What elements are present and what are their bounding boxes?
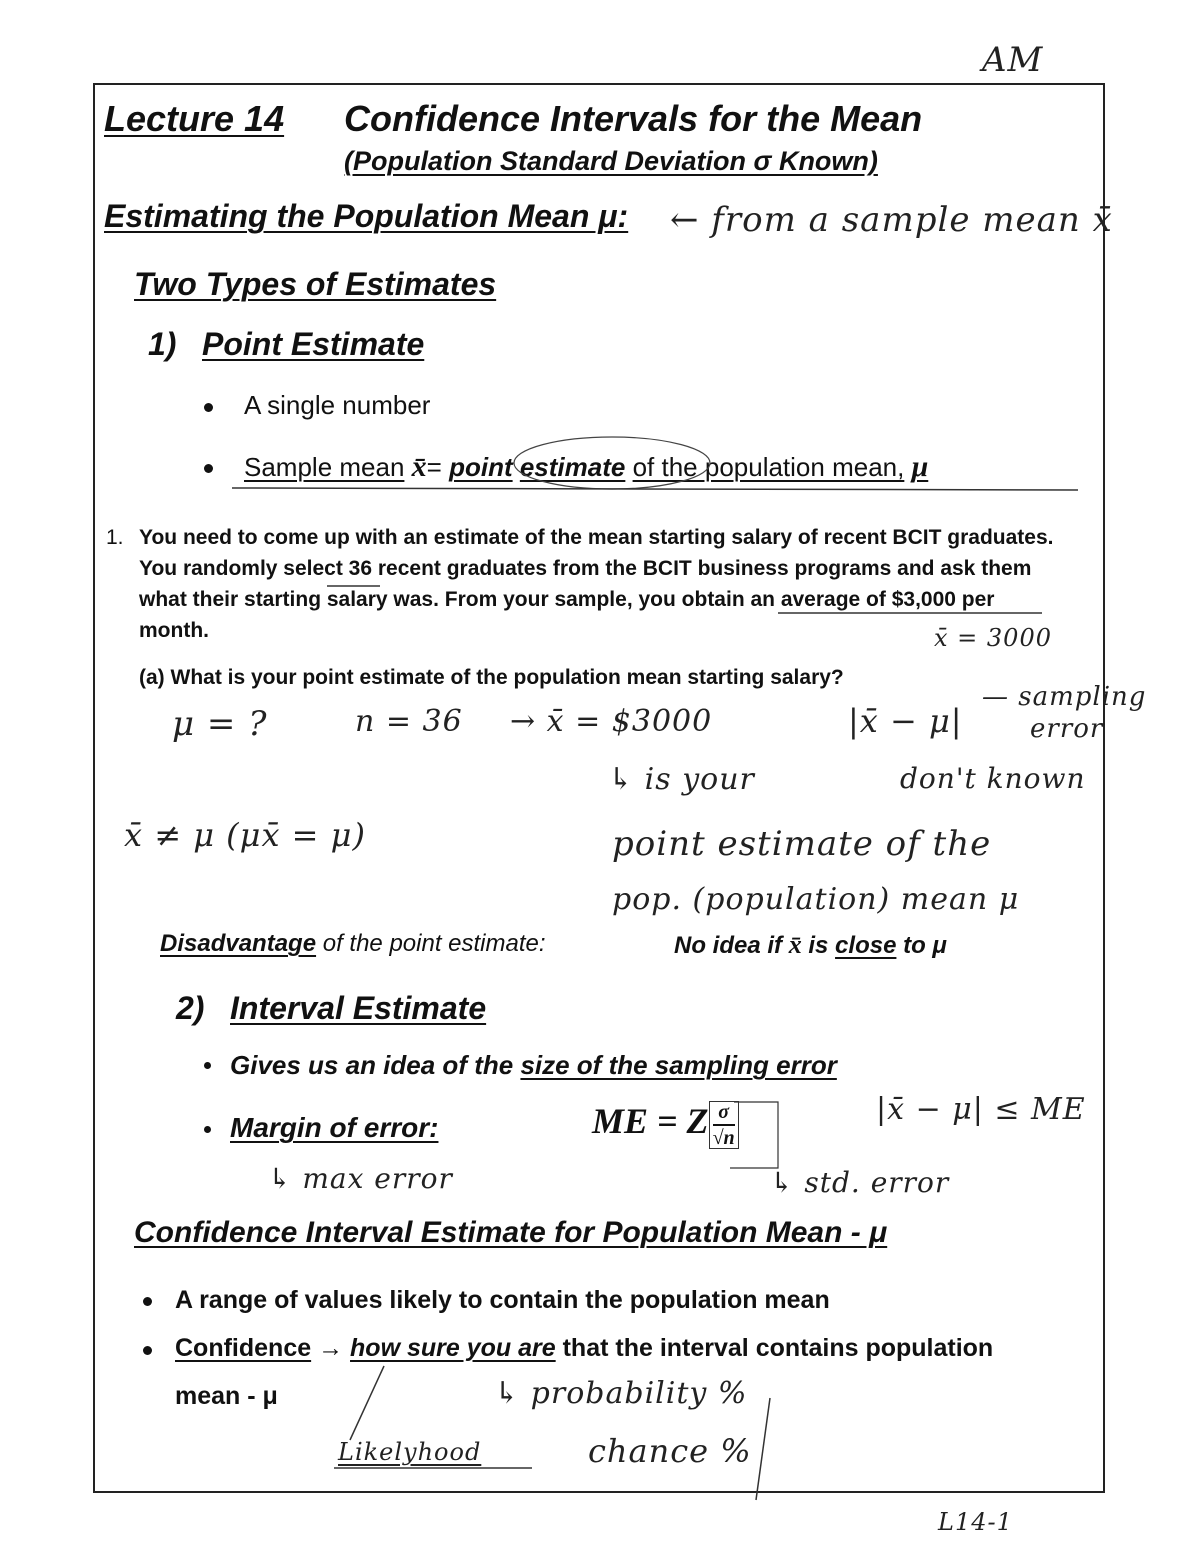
point-number: 1) xyxy=(148,326,177,362)
formula-lhs: ME = xyxy=(592,1101,678,1141)
hand-point-estimate: point estimate of the xyxy=(612,824,992,864)
equals-sign: = xyxy=(426,452,442,482)
sample-mean-label: Sample mean xyxy=(244,452,405,482)
point-title: Point Estimate xyxy=(202,326,425,362)
disadvantage-label: Disadvantage xyxy=(160,930,317,957)
sampling-error-phrase: size of the sampling error xyxy=(520,1050,837,1080)
formula-z: Z xyxy=(686,1101,709,1141)
estimating-heading: Estimating the Population Mean μ: xyxy=(104,198,629,234)
hand-sampling: — sampling xyxy=(982,682,1147,712)
example-line-3: what their starting salary was. From your sample, you obtain an average of $3,000 per xyxy=(139,588,995,611)
hand-error: error xyxy=(1030,714,1104,744)
xbar-symbol: x̄ xyxy=(411,450,427,483)
no-idea-text: No idea if xyxy=(674,932,783,959)
interval-contains-text: that the interval contains population xyxy=(562,1334,994,1362)
example-line-4: month. xyxy=(139,619,209,642)
hand-xbar-not-mu: x̄ ≠ μ (μx̄ = μ) xyxy=(124,816,366,854)
mu-symbol: μ xyxy=(911,450,929,483)
gives-idea-text: Gives us an idea of the xyxy=(230,1050,514,1080)
hand-is-your: ↳ is your xyxy=(608,762,755,797)
circle-mark xyxy=(514,437,710,489)
interval-number: 2) xyxy=(176,990,205,1026)
formula-sqrt-n: √n xyxy=(712,1126,735,1149)
hand-xbar-3000: x̄ = 3000 xyxy=(934,624,1052,652)
hand-probability: ↳ probability % xyxy=(494,1376,748,1411)
hand-std-error: ↳ std. error xyxy=(770,1166,950,1199)
formula-sigma: σ xyxy=(713,1102,735,1126)
confidence-bullet-2-line-2: mean - μ xyxy=(175,1382,278,1410)
hand-abs-le-me: |x̄ − μ| ≤ ME xyxy=(876,1092,1086,1127)
confidence-word: Confidence xyxy=(175,1334,312,1362)
hand-mu-unknown: μ = ? xyxy=(172,704,268,744)
xbar-symbol: x̄ xyxy=(788,930,802,959)
estimate-word: estimate xyxy=(519,452,626,482)
example-number: 1. xyxy=(106,526,124,549)
to-mu-text: to μ xyxy=(903,932,947,959)
pointer-stroke xyxy=(350,1366,384,1440)
corner-mark: AM xyxy=(982,40,1044,80)
lecture-title: Confidence Intervals for the Mean xyxy=(344,98,923,139)
hand-xbar-value: → x̄ = $3000 xyxy=(510,704,713,739)
pointer-stroke xyxy=(756,1398,770,1500)
confidence-heading: Confidence Interval Estimate for Population Mean - μ xyxy=(134,1216,888,1249)
how-sure-phrase: how sure you are xyxy=(350,1334,556,1362)
disadvantage-rest: of the point estimate: xyxy=(316,930,546,957)
arrow-symbol: → xyxy=(318,1334,344,1362)
hand-max-error: ↳ max error xyxy=(268,1162,453,1195)
hand-n-36: n = 36 xyxy=(355,704,463,739)
is-text: is xyxy=(808,932,829,959)
hand-abs-diff: |x̄ − μ| xyxy=(848,702,963,740)
hand-pop-mean: pop. (population) mean μ xyxy=(612,882,1020,917)
point-bullet-1: A single number xyxy=(244,390,431,420)
two-types-heading: Two Types of Estimates xyxy=(134,266,497,302)
point-word: point xyxy=(449,452,513,482)
hand-dont-known: don't known xyxy=(900,762,1086,795)
margin-of-error-label: Margin of error: xyxy=(230,1112,439,1143)
interval-title: Interval Estimate xyxy=(230,990,487,1026)
footer-page-mark: L14-1 xyxy=(938,1508,1013,1536)
population-mean-phrase: of the population mean, xyxy=(632,452,905,482)
bracket-stroke xyxy=(730,1102,778,1168)
example-line-2: You randomly select 36 recent graduates from the BCIT business programs and ask them xyxy=(139,557,1032,580)
hand-chance: chance % xyxy=(588,1432,752,1470)
underline-stroke xyxy=(232,488,1078,490)
hand-likelyhood: Likelyhood xyxy=(338,1438,482,1466)
lecture-number: Lecture 14 xyxy=(104,98,285,139)
close-word: close xyxy=(835,932,897,959)
lecture-subtitle: (Population Standard Deviation σ Known) xyxy=(344,146,878,176)
confidence-bullet-1: A range of values likely to contain the population mean xyxy=(175,1286,830,1314)
estimating-hand-note: ← from a sample mean x̄ xyxy=(670,200,1113,240)
example-line-1: You need to come up with an estimate of the mean starting salary of recent BCIT graduates. xyxy=(139,526,1054,549)
question-a: (a) What is your point estimate of the population mean starting salary? xyxy=(139,666,844,689)
